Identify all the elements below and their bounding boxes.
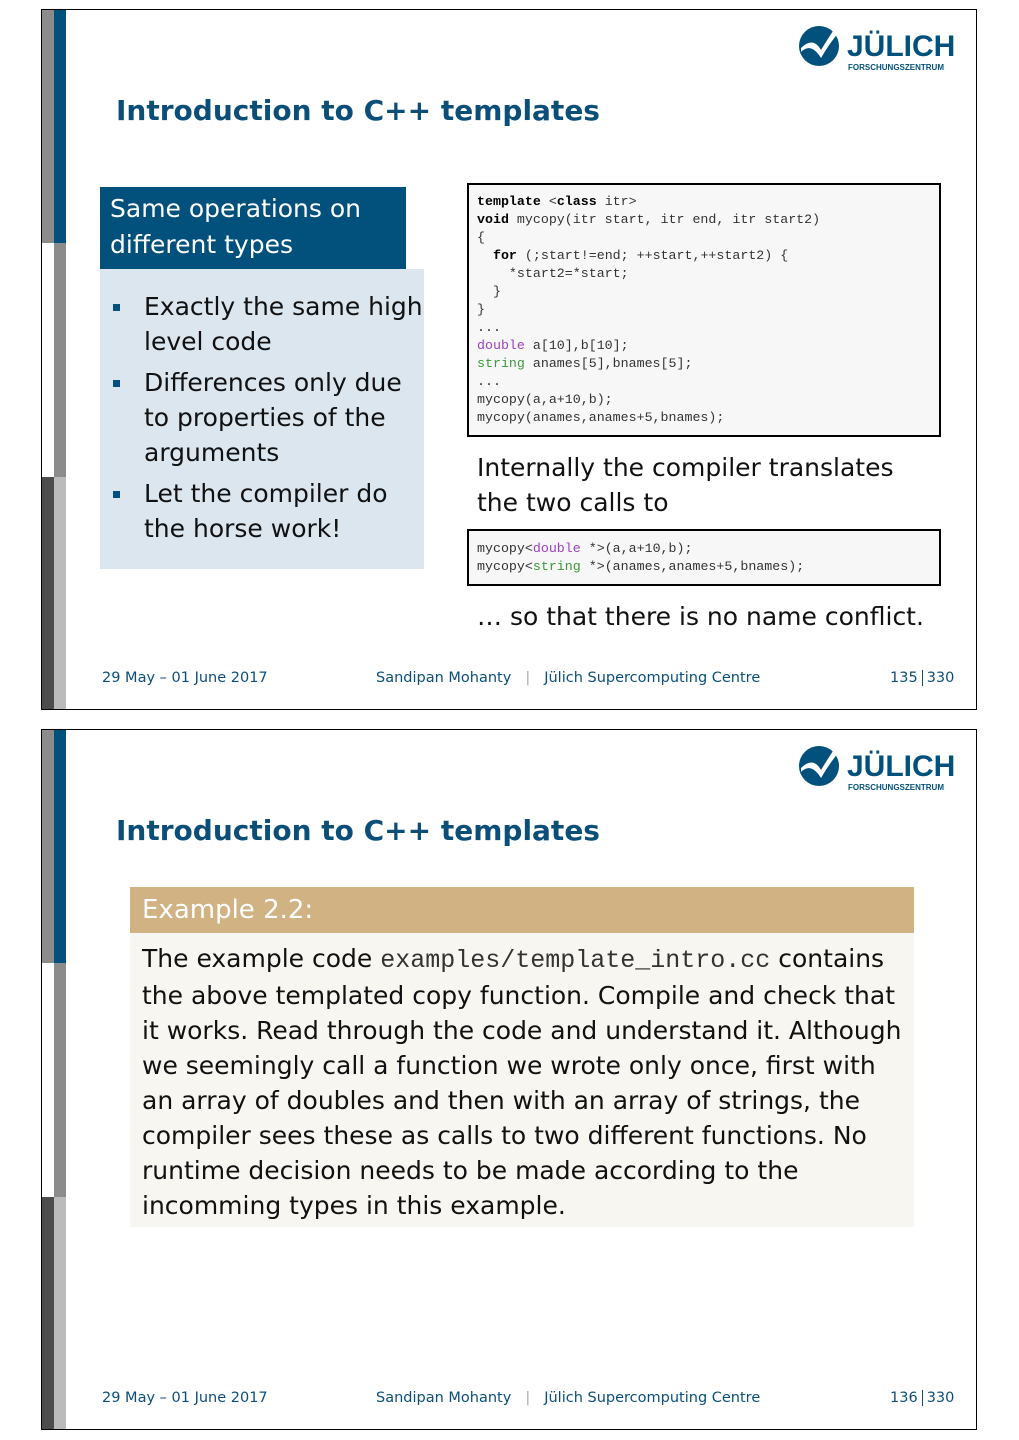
example-title: Example 2.2: bbox=[130, 887, 914, 933]
sidebar-stripe bbox=[42, 477, 54, 709]
svg-text:JÜLICH: JÜLICH bbox=[847, 750, 956, 783]
bullet-list bbox=[100, 269, 424, 546]
code-block-instantiations: mycopy<double *>(a,a+10,b); mycopy<string *>(anames,anames+5,bnames); bbox=[467, 529, 941, 586]
explanation-text: Internally the compiler translates the two calls to bbox=[477, 453, 894, 517]
file-path: examples/template_intro.cc bbox=[380, 946, 771, 975]
sidebar-stripe bbox=[54, 477, 66, 709]
sidebar-stripe bbox=[54, 963, 66, 1197]
sidebar-stripe bbox=[42, 730, 54, 963]
svg-text:FORSCHUNGSZENTRUM: FORSCHUNGSZENTRUM bbox=[848, 783, 944, 792]
conclusion-text: … so that there is no name conflict. bbox=[477, 602, 924, 631]
sidebar-stripe bbox=[54, 243, 66, 477]
example-body: The example code examples/template_intro.cc contains the above templated copy function. Compile and check that it works. Read through the code and understand it. Although we seemingly call a function we wrote only once, first with an array of doubles and then with an array of strings, the compiler sees these as calls to two different functions. No runtime decision needs to be made according to the incomming types in this example. bbox=[130, 933, 914, 1227]
slide-title: Introduction to C++ templates bbox=[116, 814, 600, 847]
svg-text:JÜLICH: JÜLICH bbox=[847, 30, 956, 63]
footer-page: 135 330 bbox=[890, 670, 955, 686]
footer-author: Sandipan Mohanty | Jülich Supercomputing Centre bbox=[376, 1390, 761, 1406]
sidebar-stripe bbox=[42, 10, 54, 243]
julich-logo-icon bbox=[797, 22, 957, 77]
sidebar-stripe bbox=[54, 730, 66, 963]
footer-page: 136 330 bbox=[890, 1390, 955, 1406]
sidebar-stripe bbox=[54, 1197, 66, 1429]
sidebar-stripe bbox=[54, 10, 66, 243]
bullet-item: Let the compiler do the horse work! bbox=[100, 476, 424, 546]
julich-logo-icon bbox=[797, 742, 957, 797]
block-title: Same operations on different types bbox=[100, 187, 406, 269]
slide-135 bbox=[41, 9, 977, 710]
sidebar-stripe bbox=[42, 1197, 54, 1429]
code-block-template: template <class itr> void mycopy(itr start, itr end, itr start2) { for (;start!=end; ++start,++start2) { *start2=*start; } } ... double a[10],b[10]; string anames[5],bnames[5]; ... mycopy(a,a+10,b); mycopy(anames,anames+5,bnames); bbox=[467, 183, 941, 437]
svg-text:FORSCHUNGSZENTRUM: FORSCHUNGSZENTRUM bbox=[848, 63, 944, 72]
footer-date: 29 May – 01 June 2017 bbox=[102, 1390, 268, 1406]
slide-title: Introduction to C++ templates bbox=[116, 94, 600, 127]
footer-author: Sandipan Mohanty | Jülich Supercomputing Centre bbox=[376, 670, 761, 686]
slide-136 bbox=[41, 729, 977, 1430]
bullet-item: Differences only due to properties of the arguments bbox=[100, 365, 424, 470]
block-body bbox=[100, 269, 424, 569]
footer-date: 29 May – 01 June 2017 bbox=[102, 670, 268, 686]
bullet-item: Exactly the same high level code bbox=[100, 289, 424, 359]
